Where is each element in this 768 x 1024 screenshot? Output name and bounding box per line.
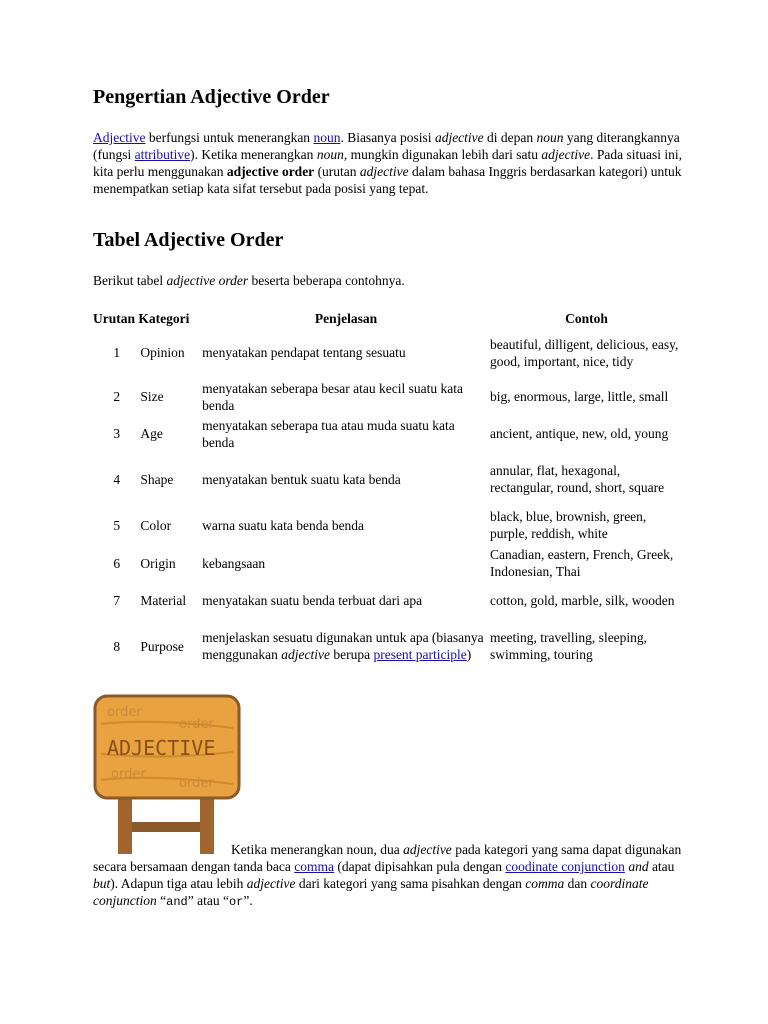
row-category: Shape — [140, 471, 174, 487]
text-italic: coordinate conjunction — [93, 876, 649, 908]
table-row — [93, 582, 683, 619]
row-category: Origin — [140, 555, 176, 571]
text-italic: and — [628, 859, 649, 874]
table-row — [93, 327, 683, 378]
text-mono: or — [228, 895, 244, 909]
text-italic: adjective — [434, 130, 484, 145]
row-category: Opinion — [140, 345, 185, 360]
row-examples: beautiful, dilligent, delicious, easy, good, important, nice, tidy — [489, 336, 679, 369]
text: ). Adapun tiga atau lebih — [110, 876, 247, 891]
text: atau — [648, 859, 675, 874]
text-italic: comma — [525, 876, 565, 891]
sign-word-order: order — [179, 717, 214, 732]
row-number: 3 — [113, 426, 121, 441]
link-adjective[interactable]: Adjective — [93, 130, 146, 145]
table-row — [93, 619, 683, 673]
text-bold: adjective order — [226, 164, 315, 179]
row-number: 2 — [113, 389, 121, 404]
table-header-row — [93, 309, 683, 327]
text: dari kategori yang sama pisahkan dengan — [295, 876, 526, 891]
link-present-participle[interactable]: present participle — [373, 647, 467, 662]
row-number: 7 — [113, 593, 121, 608]
row-number: 8 — [113, 638, 121, 654]
heading-pengertian: Pengertian Adjective Order — [93, 86, 330, 108]
after-paragraph — [93, 841, 683, 911]
row-examples: big, enormous, large, little, small — [489, 389, 669, 404]
row-number: 4 — [113, 471, 121, 487]
text-italic: but — [93, 876, 111, 891]
text: beserta beberapa contohnya. — [248, 273, 405, 288]
text: . Pada situasi ini, kita perlu menggunakan — [93, 147, 683, 179]
table-intro — [93, 272, 405, 289]
text: menjelaskan sesuatu digunakan untuk apa (biasanya menggunakan — [202, 630, 484, 662]
text: dan — [564, 876, 591, 891]
text-italic: adjective — [403, 842, 452, 857]
row-examples: annular, flat, hexagonal, rectangular, round, short, square — [489, 463, 665, 495]
row-examples: meeting, travelling, sleeping, swimming, touring — [489, 630, 648, 662]
header-contoh: Contoh — [565, 310, 608, 326]
row-examples: Canadian, eastern, French, Greek, Indonesian, Thai — [489, 547, 674, 579]
text: yang diterangkannya (fungsi — [93, 130, 680, 162]
header-urutan: Urutan Kategori — [93, 310, 190, 326]
adjective-order-table — [93, 309, 683, 673]
link-attributive[interactable]: attributive — [134, 147, 191, 162]
row-number: 1 — [113, 345, 121, 360]
row-description: menyatakan suatu benda terbuat dari apa — [202, 593, 423, 608]
text: ) — [466, 647, 472, 662]
heading-tabel: Tabel Adjective Order — [93, 229, 284, 251]
table-row — [93, 452, 683, 506]
row-number: 6 — [113, 555, 121, 571]
text-italic: adjective — [359, 164, 409, 179]
text: dalam bahasa Inggris berdasarkan kategori) untuk menempatkan setiap kata sifat tersebut pada posisi yang tepat. — [93, 164, 682, 196]
row-examples: cotton, gold, marble, silk, wooden — [489, 593, 675, 608]
text: ” atau “ — [187, 893, 229, 908]
text-mono: and — [166, 895, 188, 909]
text-italic: adjective — [541, 147, 591, 162]
row-category: Color — [140, 517, 172, 533]
link-noun[interactable]: noun — [313, 130, 341, 145]
row-description: menyatakan pendapat tentang sesuatu — [202, 345, 406, 360]
table-row — [93, 544, 683, 582]
text-italic: adjective — [281, 647, 330, 662]
adjective-order-sign-image — [93, 694, 241, 854]
sign-word-order: order — [179, 776, 214, 791]
row-description: menyatakan seberapa besar atau kecil suatu kata benda — [202, 380, 463, 413]
text-italic: adjective order — [166, 273, 249, 288]
text: . Biasanya posisi — [340, 130, 435, 145]
intro-paragraph — [93, 129, 683, 197]
row-description: warna suatu kata benda benda — [202, 517, 365, 533]
row-number: 5 — [113, 517, 121, 533]
table-row — [93, 415, 683, 452]
text: pada kategori yang sama dapat digunakan secara bersamaan dengan tanda baca — [93, 842, 682, 874]
table-row — [93, 506, 683, 544]
text-italic: adjective — [246, 876, 296, 891]
text: Ketika menerangkan noun, dua — [231, 842, 404, 857]
text: di depan — [483, 130, 537, 145]
text: (urutan — [314, 164, 360, 179]
sign-word-order: order — [107, 705, 142, 720]
row-description: menyatakan seberapa tua atau muda suatu kata benda — [202, 417, 455, 450]
row-examples: black, blue, brownish, green, purple, reddish, white — [489, 509, 647, 541]
sign-word-adjective: ADJECTIVE — [107, 736, 216, 760]
row-category: Material — [140, 593, 187, 608]
row-category: Size — [140, 389, 164, 404]
sign-word-order: order — [111, 767, 146, 782]
sign-crossbar — [132, 822, 200, 832]
table-row — [93, 378, 683, 415]
text-italic: noun — [316, 147, 344, 162]
text: (dapat dipisahkan pula dengan — [334, 859, 506, 874]
text: berfungsi untuk menerangkan — [145, 130, 314, 145]
row-description — [202, 619, 490, 673]
text: ). Ketika menerangkan — [190, 147, 317, 162]
text: , mungkin digunakan lebih dari satu — [343, 147, 542, 162]
row-examples: ancient, antique, new, old, young — [489, 426, 669, 441]
link-coordinate-conjunction[interactable]: coodinate conjunction — [505, 859, 625, 874]
text: Berikut tabel — [93, 273, 167, 288]
text-italic: noun — [536, 130, 564, 145]
text: ”. — [243, 893, 253, 908]
text: berupa — [329, 647, 374, 662]
link-comma[interactable]: comma — [294, 859, 335, 874]
text: “ — [156, 893, 167, 908]
header-penjelasan: Penjelasan — [314, 310, 378, 326]
row-description: kebangsaan — [202, 555, 266, 571]
row-category: Purpose — [140, 638, 184, 654]
row-description: menyatakan bentuk suatu kata benda — [202, 471, 401, 487]
row-category: Age — [140, 426, 163, 441]
